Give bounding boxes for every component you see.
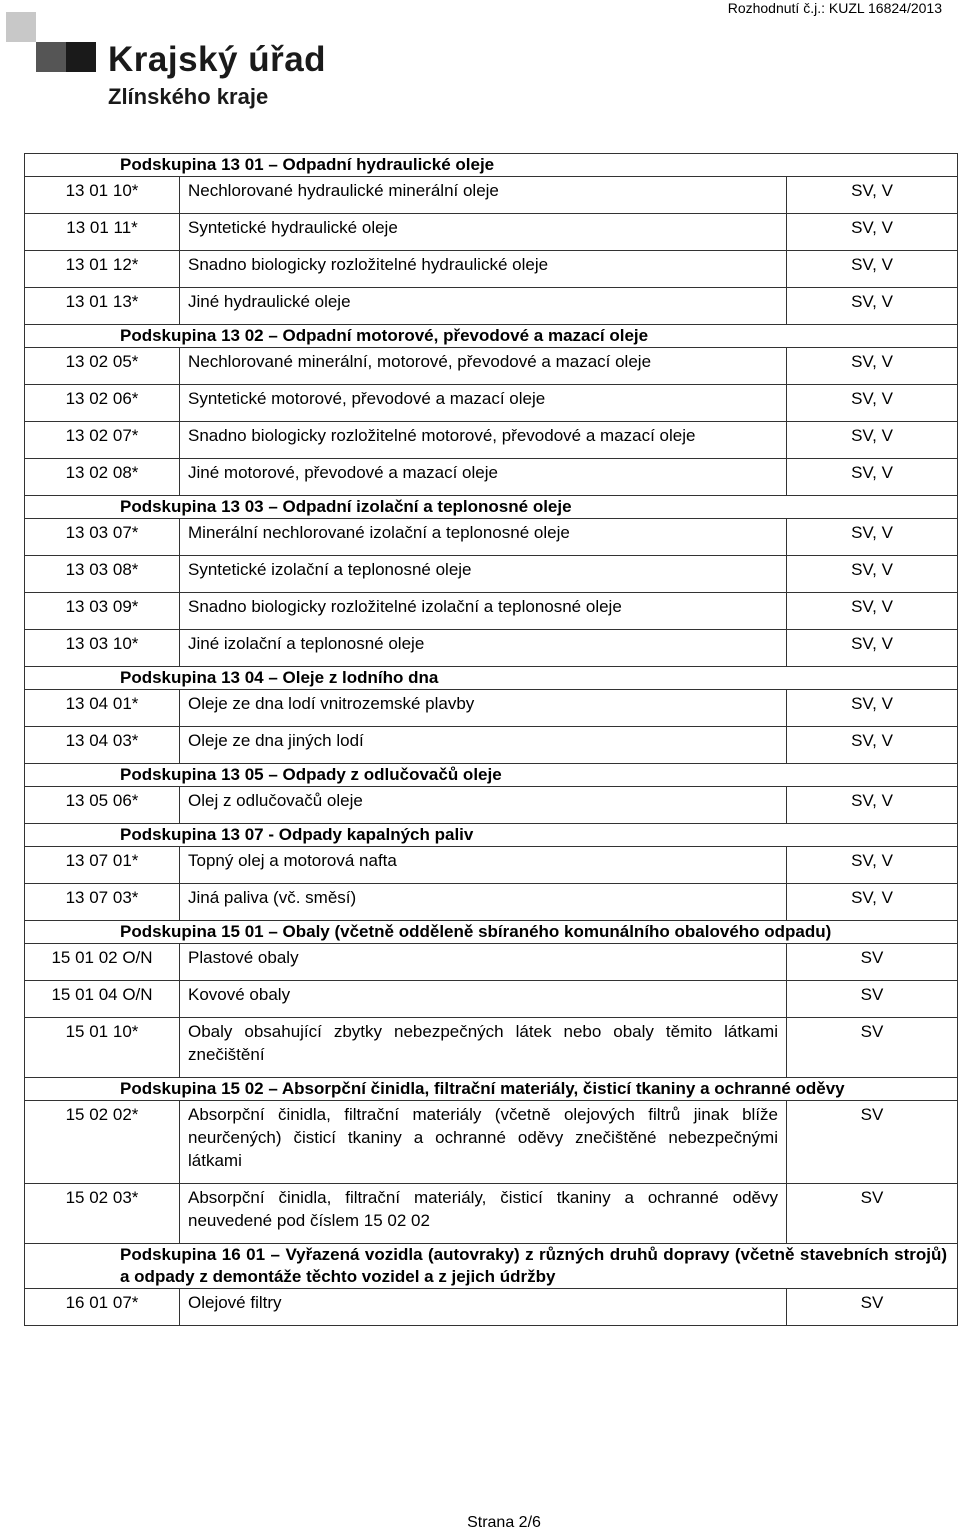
table-row — [25, 177, 958, 214]
waste-name: Jiné motorové, převodové a mazací oleje — [180, 459, 787, 496]
group-title: Podskupina 13 01 – Odpadní hydraulické oleje — [25, 154, 958, 177]
group-header-row — [25, 667, 958, 690]
table-row — [25, 1018, 958, 1078]
page-number: Strana 2/6 — [467, 1514, 541, 1531]
waste-code: 16 01 07* — [25, 1289, 180, 1326]
table-row — [25, 727, 958, 764]
waste-category: SV, V — [787, 727, 958, 764]
table-row — [25, 981, 958, 1018]
waste-category: SV — [787, 1101, 958, 1184]
table-row — [25, 214, 958, 251]
table-row — [25, 787, 958, 824]
waste-code: 15 01 10* — [25, 1018, 180, 1078]
waste-name: Absorpční činidla, filtrační materiály, čisticí tkaniny a ochranné oděvy neuvedené pod číslem 15 02 02 — [180, 1184, 787, 1244]
waste-category: SV, V — [787, 630, 958, 667]
waste-code: 15 01 02 O/N — [25, 944, 180, 981]
waste-category: SV, V — [787, 690, 958, 727]
table-row — [25, 1184, 958, 1244]
waste-name: Jiné hydraulické oleje — [180, 288, 787, 325]
waste-code: 13 03 10* — [25, 630, 180, 667]
table-row — [25, 288, 958, 325]
waste-category: SV, V — [787, 177, 958, 214]
group-header-row — [25, 496, 958, 519]
group-header-row — [25, 1244, 958, 1289]
logo-title: Krajský úřad — [108, 40, 327, 79]
waste-name: Oleje ze dna lodí vnitrozemské plavby — [180, 690, 787, 727]
waste-category: SV, V — [787, 519, 958, 556]
group-title: Podskupina 13 02 – Odpadní motorové, převodové a mazací oleje — [25, 325, 958, 348]
waste-code: 13 07 03* — [25, 884, 180, 921]
waste-code: 13 04 01* — [25, 690, 180, 727]
waste-name: Topný olej a motorová nafta — [180, 847, 787, 884]
table-row — [25, 847, 958, 884]
logo-square-mid — [36, 42, 66, 72]
waste-name: Oleje ze dna jiných lodí — [180, 727, 787, 764]
waste-category: SV, V — [787, 288, 958, 325]
logo-square-light — [6, 12, 36, 42]
group-header-row — [25, 764, 958, 787]
group-title: Podskupina 13 05 – Odpady z odlučovačů oleje — [25, 764, 958, 787]
waste-name: Jiná paliva (vč. směsí) — [180, 884, 787, 921]
table-row — [25, 884, 958, 921]
waste-code: 13 03 09* — [25, 593, 180, 630]
group-title: Podskupina 15 01 – Obaly (včetně odděleně sbíraného komunálního obalového odpadu) — [25, 921, 958, 944]
waste-category: SV, V — [787, 787, 958, 824]
waste-name: Kovové obaly — [180, 981, 787, 1018]
group-header-row — [25, 824, 958, 847]
waste-category: SV, V — [787, 884, 958, 921]
waste-category: SV, V — [787, 385, 958, 422]
table-row — [25, 690, 958, 727]
waste-code: 13 02 05* — [25, 348, 180, 385]
waste-catalogue-table — [24, 153, 958, 1326]
waste-category: SV — [787, 1018, 958, 1078]
waste-category: SV — [787, 944, 958, 981]
waste-name: Syntetické izolační a teplonosné oleje — [180, 556, 787, 593]
group-title: Podskupina 16 01 – Vyřazená vozidla (autovraky) z různých druhů dopravy (včetně stavebních strojů) a odpady z demontáže těchto vozidel a z jejich údržby — [25, 1244, 958, 1289]
waste-name: Obaly obsahující zbytky nebezpečných látek nebo obaly těmito látkami znečištění — [180, 1018, 787, 1078]
waste-code: 13 01 10* — [25, 177, 180, 214]
table-row — [25, 1289, 958, 1326]
waste-table-body — [25, 154, 958, 1326]
waste-category: SV, V — [787, 459, 958, 496]
waste-name: Minerální nechlorované izolační a teplonosné oleje — [180, 519, 787, 556]
group-header-row — [25, 1078, 958, 1101]
table-row — [25, 422, 958, 459]
waste-category: SV, V — [787, 847, 958, 884]
document-reference: Rozhodnutí č.j.: KUZL 16824/2013 — [727, 0, 942, 16]
waste-code: 13 01 11* — [25, 214, 180, 251]
waste-code: 13 03 07* — [25, 519, 180, 556]
waste-code: 13 07 01* — [25, 847, 180, 884]
waste-category: SV, V — [787, 214, 958, 251]
waste-category: SV, V — [787, 556, 958, 593]
waste-category: SV — [787, 981, 958, 1018]
group-header-row — [25, 154, 958, 177]
waste-code: 15 02 02* — [25, 1101, 180, 1184]
waste-category: SV, V — [787, 251, 958, 288]
table-row — [25, 459, 958, 496]
krajsky-urad-logo — [4, 12, 327, 112]
logo-subtitle: Zlínského kraje — [108, 84, 269, 109]
waste-code: 15 02 03* — [25, 1184, 180, 1244]
table-row — [25, 519, 958, 556]
waste-name: Olejové filtry — [180, 1289, 787, 1326]
table-row — [25, 251, 958, 288]
waste-code: 13 01 13* — [25, 288, 180, 325]
group-header-row — [25, 325, 958, 348]
waste-code: 13 02 06* — [25, 385, 180, 422]
group-title: Podskupina 13 03 – Odpadní izolační a teplonosné oleje — [25, 496, 958, 519]
waste-name: Absorpční činidla, filtrační materiály (včetně olejových filtrů jinak blíže neurčených) čisticí tkaniny a ochranné oděvy znečištěné nebezpečnými látkami — [180, 1101, 787, 1184]
waste-code: 13 04 03* — [25, 727, 180, 764]
waste-name: Jiné izolační a teplonosné oleje — [180, 630, 787, 667]
waste-code: 13 02 07* — [25, 422, 180, 459]
table-row — [25, 593, 958, 630]
waste-category: SV — [787, 1184, 958, 1244]
group-header-row — [25, 921, 958, 944]
waste-code: 13 01 12* — [25, 251, 180, 288]
waste-category: SV, V — [787, 422, 958, 459]
table-row — [25, 385, 958, 422]
waste-code: 13 05 06* — [25, 787, 180, 824]
group-title: Podskupina 13 04 – Oleje z lodního dna — [25, 667, 958, 690]
table-row — [25, 630, 958, 667]
waste-code: 13 03 08* — [25, 556, 180, 593]
waste-name: Syntetické motorové, převodové a mazací oleje — [180, 385, 787, 422]
logo-square-dark — [66, 42, 96, 72]
waste-name: Snadno biologicky rozložitelné izolační a teplonosné oleje — [180, 593, 787, 630]
waste-name: Snadno biologicky rozložitelné motorové, převodové a mazací oleje — [180, 422, 787, 459]
waste-name: Syntetické hydraulické oleje — [180, 214, 787, 251]
waste-name: Olej z odlučovačů oleje — [180, 787, 787, 824]
waste-code: 15 01 04 O/N — [25, 981, 180, 1018]
waste-name: Snadno biologicky rozložitelné hydraulické oleje — [180, 251, 787, 288]
table-row — [25, 556, 958, 593]
waste-category: SV, V — [787, 348, 958, 385]
waste-name: Plastové obaly — [180, 944, 787, 981]
table-row — [25, 1101, 958, 1184]
waste-code: 13 02 08* — [25, 459, 180, 496]
waste-name: Nechlorované hydraulické minerální oleje — [180, 177, 787, 214]
table-row — [25, 348, 958, 385]
group-title: Podskupina 13 07 - Odpady kapalných paliv — [25, 824, 958, 847]
table-row — [25, 944, 958, 981]
waste-name: Nechlorované minerální, motorové, převodové a mazací oleje — [180, 348, 787, 385]
waste-category: SV — [787, 1289, 958, 1326]
waste-category: SV, V — [787, 593, 958, 630]
group-title: Podskupina 15 02 – Absorpční činidla, filtrační materiály, čisticí tkaniny a ochranné oděvy — [25, 1078, 958, 1101]
